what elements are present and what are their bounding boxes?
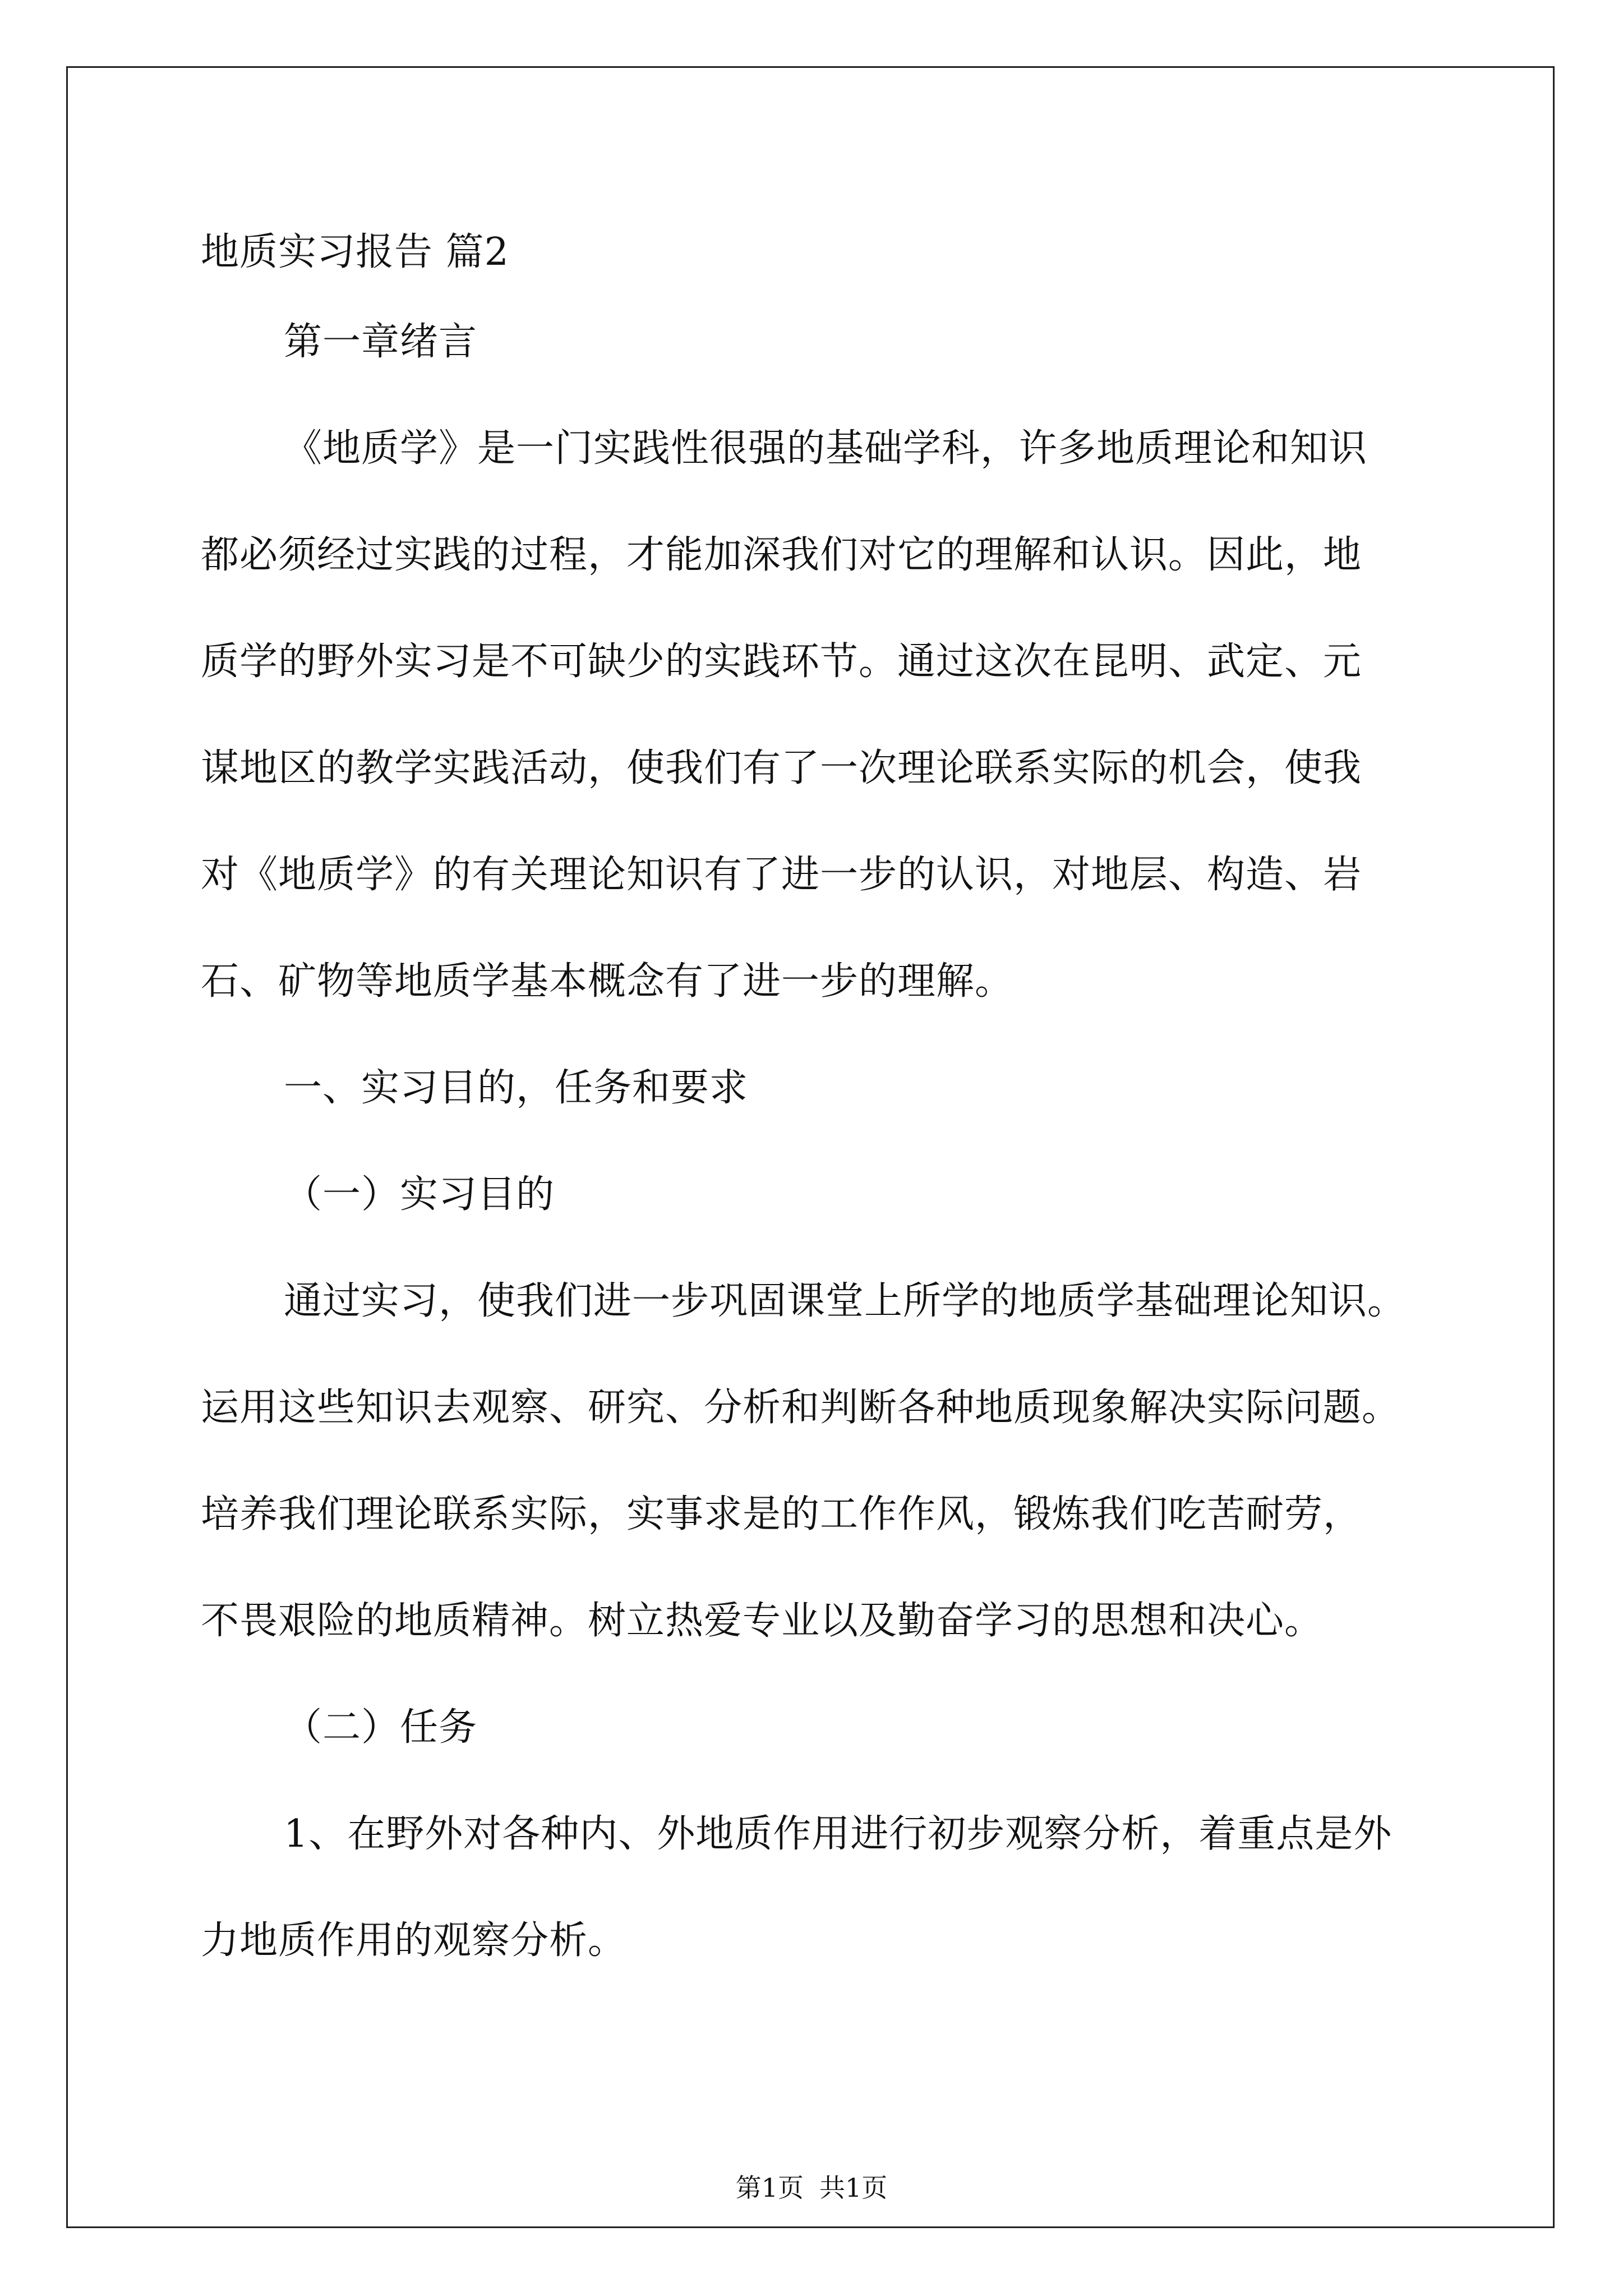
paragraph-line: 运用这些知识去观察、研究、分析和判断各种地质现象解决实际问题。 [201, 1386, 1401, 1430]
paragraph-line: 对《地质学》的有关理论知识有了进一步的认识，对地层、构造、岩 [201, 853, 1362, 897]
paragraph-line: 通过实习，使我们进一步巩固课堂上所学的地质学基础理论知识。 [284, 1279, 1407, 1323]
subsection-heading-purpose: （一）实习目的 [284, 1172, 555, 1217]
page-border [66, 66, 1555, 2228]
paragraph-line: 培养我们理论联系实际，实事求是的工作作风，锻炼我们吃苦耐劳， [201, 1492, 1362, 1536]
page-total: 共1页 [819, 2173, 888, 2203]
paragraph-line: 力地质作用的观察分析。 [201, 1918, 627, 1963]
chapter-heading: 第一章绪言 [284, 320, 478, 364]
paragraph-line: 都必须经过实践的过程，才能加深我们对它的理解和认识。因此，地 [201, 533, 1362, 577]
page-number: 第1页 [735, 2173, 804, 2203]
subsection-heading-task: （二）任务 [284, 1705, 478, 1750]
page-footer [0, 2171, 1623, 2205]
document-title: 地质实习报告 篇2 [201, 230, 509, 274]
paragraph-line: 石、矿物等地质学基本概念有了进一步的理解。 [201, 959, 1014, 1004]
paragraph-line: 《地质学》是一门实践性很强的基础学科，许多地质理论和知识 [284, 426, 1368, 471]
paragraph-line: 不畏艰险的地质精神。树立热爱专业以及勤奋学习的思想和决心。 [201, 1599, 1324, 1643]
paragraph-line: 谋地区的教学实践活动，使我们有了一次理论联系实际的机会，使我 [201, 746, 1362, 790]
paragraph-line: 质学的野外实习是不可缺少的实践环节。通过这次在昆明、武定、元 [201, 639, 1362, 684]
section-heading: 一、实习目的，任务和要求 [284, 1066, 749, 1110]
paragraph-line: 1、在野外对各种内、外地质作用进行初步观察分析，着重点是外 [284, 1812, 1393, 1856]
